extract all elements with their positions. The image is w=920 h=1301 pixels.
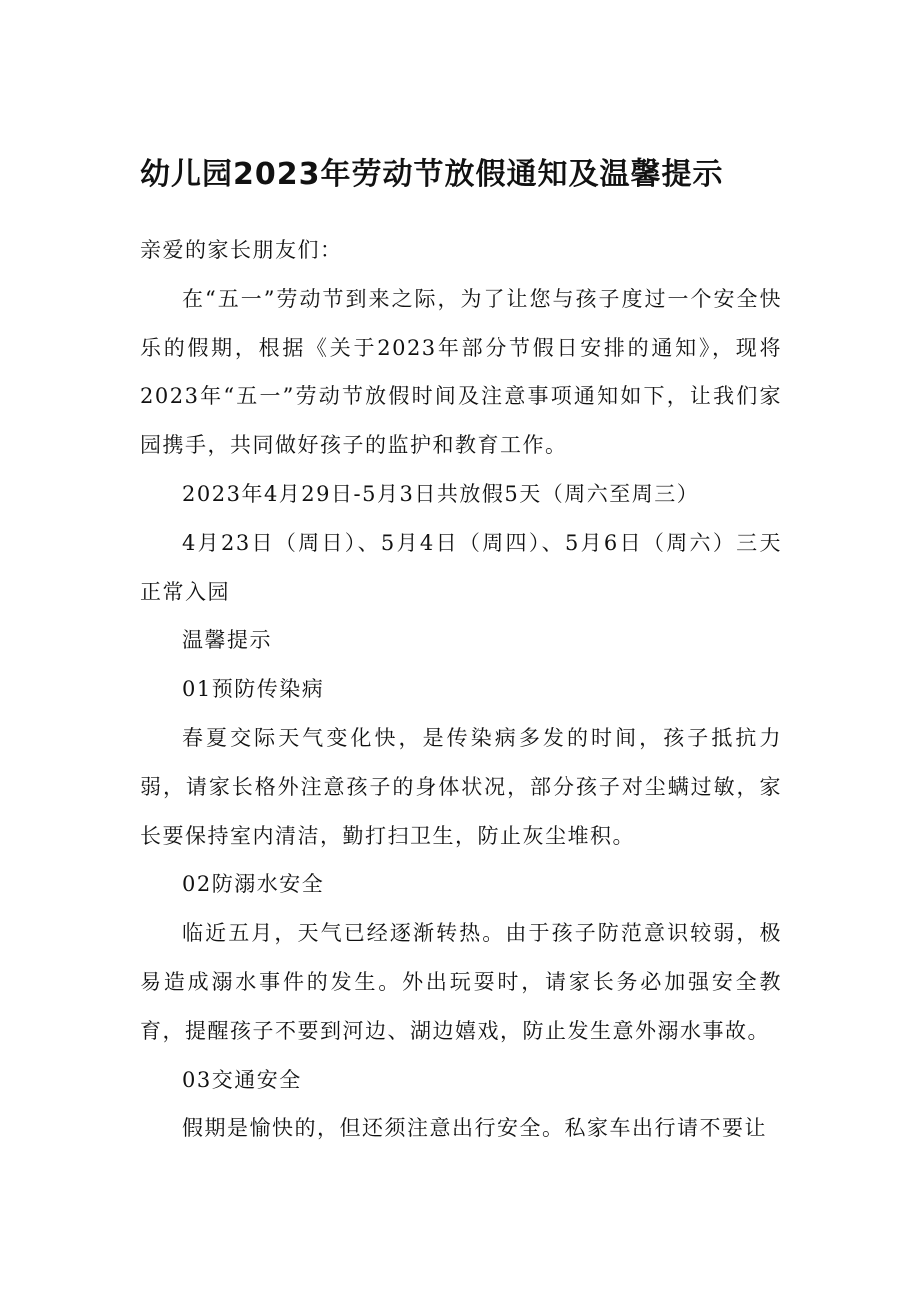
- salutation: 亲爱的家长朋友们：: [140, 238, 343, 262]
- holiday-period: 2023年4月29日-5月3日共放假5天（周六至周三）: [182, 481, 700, 506]
- section-heading-disease: 01预防传染病: [182, 677, 325, 702]
- document-title: 幼儿园2023年劳动节放假通知及温馨提示: [140, 157, 724, 193]
- section-text-traffic: 假期是愉快的，但还须注意出行安全。私家车出行请不要让: [182, 1116, 767, 1141]
- tips-heading: 温馨提示: [182, 628, 272, 653]
- document-body: [140, 226, 782, 1153]
- section-text-drowning: 临近五月，天气已经逐渐转热。由于孩子防范意识较弱，极易造成溺水事件的发生。外出玩耍时，请家长务必加强安全教育，提醒孩子不要到河边、湖边嬉戏，防止发生意外溺水事故。: [140, 921, 782, 1043]
- workdays-notice: 4月23日（周日）、5月4日（周四）、5月6日（周六）三天正常入园: [140, 530, 782, 604]
- section-text-disease: 春夏交际天气变化快，是传染病多发的时间，孩子抵抗力弱，请家长格外注意孩子的身体状况，部分孩子对尘螨过敏，家长要保持室内清洁，勤打扫卫生，防止灰尘堆积。: [140, 725, 782, 848]
- intro-paragraph: 在“五一”劳动节到来之际，为了让您与孩子度过一个安全快乐的假期，根据《关于2023年部分节假日安排的通知》，现将2023年“五一”劳动节放假时间及注意事项通知如下，让我们家园携手，共同做好孩子的监护和教育工作。: [140, 286, 782, 458]
- section-heading-drowning: 02防溺水安全: [182, 872, 325, 897]
- section-heading-traffic: 03交通安全: [182, 1067, 302, 1092]
